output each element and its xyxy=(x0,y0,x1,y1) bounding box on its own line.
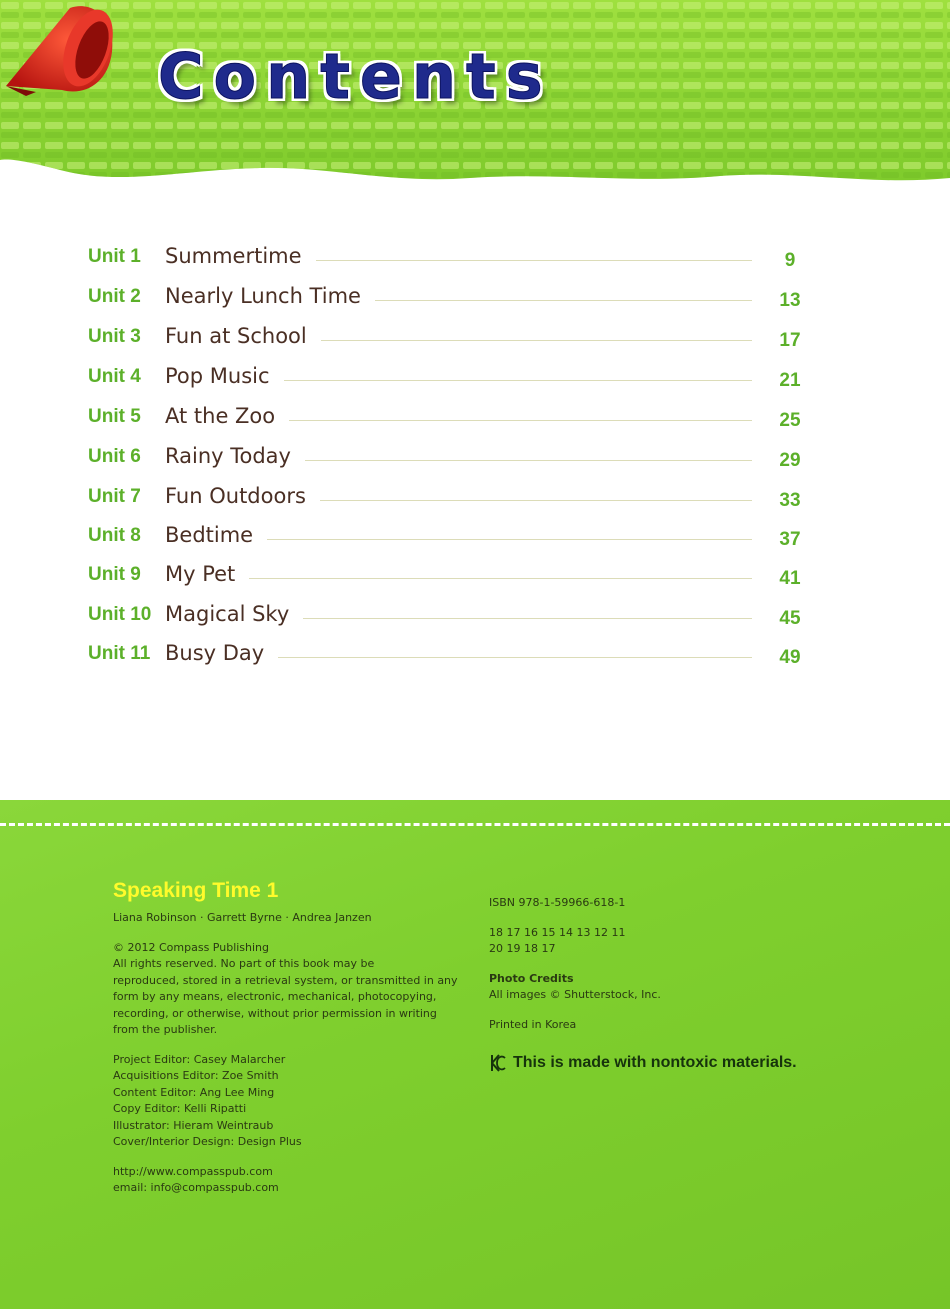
unit-title: Bedtime xyxy=(165,522,267,548)
unit-label: Unit 8 xyxy=(88,525,141,546)
unit-label: Unit 4 xyxy=(88,366,141,387)
copyright: © 2012 Compass Publishing xyxy=(113,940,270,954)
unit-title: Busy Day xyxy=(165,640,278,666)
imprint-right-column xyxy=(489,895,849,1073)
page-number: 25 xyxy=(779,410,801,431)
unit-title: Summertime xyxy=(165,243,316,269)
isbn: ISBN 978-1-59966-618-1 xyxy=(489,896,626,909)
nontoxic-text: This is made with nontoxic materials. xyxy=(513,1054,797,1071)
page-number: 45 xyxy=(779,608,801,629)
nontoxic-notice xyxy=(489,1053,849,1073)
unit-title: Nearly Lunch Time xyxy=(165,283,375,309)
printed-in: Printed in Korea xyxy=(489,1017,577,1031)
editorial-credits xyxy=(113,1052,463,1151)
page-number: 29 xyxy=(779,450,801,471)
unit-title: At the Zoo xyxy=(165,403,289,429)
unit-label: Unit 9 xyxy=(88,564,141,585)
email-address: email: info@compasspub.com xyxy=(113,1181,279,1194)
megaphone-icon xyxy=(0,0,120,104)
imprint-panel xyxy=(0,800,950,1309)
unit-label: Unit 10 xyxy=(88,604,152,625)
toc-row xyxy=(0,245,950,285)
authors: Liana Robinson · Garrett Byrne · Andrea Janzen xyxy=(113,911,372,924)
print-run-line: 18 17 16 15 14 13 12 11 xyxy=(489,925,626,939)
rights-line: form by any means, electronic, mechanical, photocopying, xyxy=(113,990,437,1003)
unit-title: Fun Outdoors xyxy=(165,483,320,509)
unit-label: Unit 3 xyxy=(88,326,141,347)
page-number: 49 xyxy=(779,647,801,668)
unit-label: Unit 1 xyxy=(88,246,141,267)
unit-title: Magical Sky xyxy=(165,601,303,627)
photo-credits-text: All images © Shutterstock, Inc. xyxy=(489,988,661,1001)
page-number: 41 xyxy=(779,568,801,589)
rights-statement xyxy=(113,956,463,1039)
unit-label: Unit 11 xyxy=(88,643,151,664)
page-title: Contents xyxy=(158,40,553,113)
book-title: Speaking Time 1 xyxy=(113,879,279,902)
credit-line: Copy Editor: Kelli Ripatti xyxy=(113,1102,247,1115)
toc-row xyxy=(0,445,950,485)
dotted-leader xyxy=(170,578,752,579)
print-run-line: 20 19 18 17 xyxy=(489,942,556,955)
page-number: 37 xyxy=(779,529,801,550)
page-number: 33 xyxy=(779,490,801,511)
rights-line: recording, or otherwise, without prior permission in writing xyxy=(113,1006,437,1020)
rights-line: reproduced, stored in a retrieval system, or transmitted in any xyxy=(113,973,458,987)
rights-line: from the publisher. xyxy=(113,1023,218,1036)
credit-line: Content Editor: Ang Lee Ming xyxy=(113,1085,275,1099)
unit-label: Unit 7 xyxy=(88,486,141,507)
unit-label: Unit 6 xyxy=(88,446,141,467)
toc-row xyxy=(0,603,950,643)
website-link: http://www.compasspub.com xyxy=(113,1164,273,1178)
credit-line: Cover/Interior Design: Design Plus xyxy=(113,1135,302,1148)
page-number: 9 xyxy=(784,250,796,271)
rights-line: All rights reserved. No part of this book may be xyxy=(113,957,375,970)
page-number: 13 xyxy=(779,290,801,311)
toc-row xyxy=(0,485,950,525)
page-number: 21 xyxy=(779,370,801,391)
unit-label: Unit 5 xyxy=(88,406,141,427)
toc-row xyxy=(0,524,950,564)
credit-line: Project Editor: Casey Malarcher xyxy=(113,1052,286,1066)
contents-header-band xyxy=(0,0,950,200)
unit-label: Unit 2 xyxy=(88,286,141,307)
unit-title: Pop Music xyxy=(165,363,284,389)
imprint-left-column xyxy=(113,878,463,1197)
toc-row xyxy=(0,325,950,365)
credit-line: Illustrator: Hieram Weintraub xyxy=(113,1118,274,1132)
dashed-divider xyxy=(0,823,950,826)
kc-safety-mark-icon xyxy=(489,1053,507,1073)
toc-row xyxy=(0,285,950,325)
toc-row xyxy=(0,642,950,682)
unit-title: Rainy Today xyxy=(165,443,305,469)
unit-title: My Pet xyxy=(165,561,249,587)
page-number: 17 xyxy=(779,330,801,351)
toc-row xyxy=(0,405,950,445)
toc-row xyxy=(0,365,950,405)
toc-row xyxy=(0,563,950,603)
credit-line: Acquisitions Editor: Zoe Smith xyxy=(113,1069,279,1082)
photo-credits-heading: Photo Credits xyxy=(489,971,574,985)
unit-title: Fun at School xyxy=(165,323,321,349)
